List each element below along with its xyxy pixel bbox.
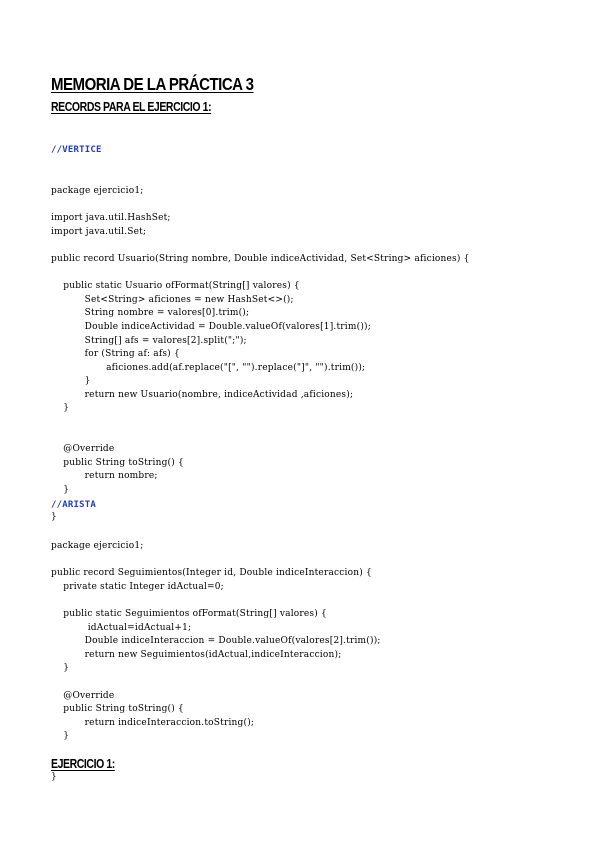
code-line: aficiones.add(af.replace("[", "").replace("]", "").trim()); (51, 362, 366, 373)
code-line: } (51, 485, 70, 496)
code-line: public static Seguimientos ofFormat(String[] valores) { (51, 608, 327, 619)
code-line: } (51, 731, 70, 742)
code-line: public String toString() { (51, 704, 184, 715)
code-comment-vertice: //VERTICE (51, 145, 102, 156)
code-line: } (51, 512, 57, 523)
code-line: Double indiceActividad = Double.valueOf(valores[1].trim()); (51, 321, 371, 332)
code-line: public static Usuario ofFormat(String[] valores) { (51, 281, 300, 292)
section-heading-ejercicio1: EJERCICIO 1: (51, 757, 115, 771)
code-line: return nombre; (51, 471, 158, 482)
code-line (51, 430, 470, 444)
code-line (51, 199, 470, 213)
code-line: @Override (51, 444, 115, 455)
code-line: return new Usuario(nombre, indiceActividad ,aficiones); (51, 389, 354, 400)
code-line (51, 676, 381, 690)
code-line (51, 239, 470, 253)
code-line: public String toString() { (51, 457, 184, 468)
code-line: } (51, 663, 70, 674)
code-line: Double indiceInteraccion = Double.valueOf(valores[2].trim()); (51, 636, 381, 647)
code-line: String nombre = valores[0].trim(); (51, 308, 250, 319)
code-line (51, 267, 470, 281)
code-line: private static Integer idActual=0; (51, 581, 224, 592)
code-line (51, 416, 470, 430)
code-line: } (51, 403, 70, 414)
section-heading-records: RECORDS PARA EL EJERCICIO 1: (51, 100, 212, 114)
code-line (51, 554, 381, 568)
code-comment-arista: //ARISTA (51, 500, 96, 511)
code-line (51, 744, 381, 758)
code-line: import java.util.Set; (51, 226, 147, 237)
code-lines-arista (51, 540, 381, 785)
code-line: } (51, 376, 91, 387)
code-line: package ejercicio1; (51, 185, 144, 196)
code-line: return indiceInteraccion.toString(); (51, 717, 255, 728)
code-line: idActual=idActual+1; (51, 622, 192, 633)
code-line: package ejercicio1; (51, 540, 144, 551)
code-line: @Override (51, 690, 115, 701)
code-line: public record Seguimientos(Integer id, Double indiceInteraccion) { (51, 568, 372, 579)
code-line: import java.util.HashSet; (51, 213, 171, 224)
code-line: } (51, 772, 57, 783)
page-title: MEMORIA DE LA PRÁCTICA 3 (51, 74, 254, 94)
code-line: Set<String> aficiones = new HashSet<>(); (51, 294, 294, 305)
code-line: for (String af: afs) { (51, 349, 180, 360)
code-line: public record Usuario(String nombre, Double indiceActividad, Set<String> aficiones) { (51, 253, 470, 264)
code-line (51, 594, 381, 608)
code-line: return new Seguimientos(idActual,indiceInteraccion); (51, 649, 342, 660)
code-line: String[] afs = valores[2].split(";"); (51, 335, 247, 346)
